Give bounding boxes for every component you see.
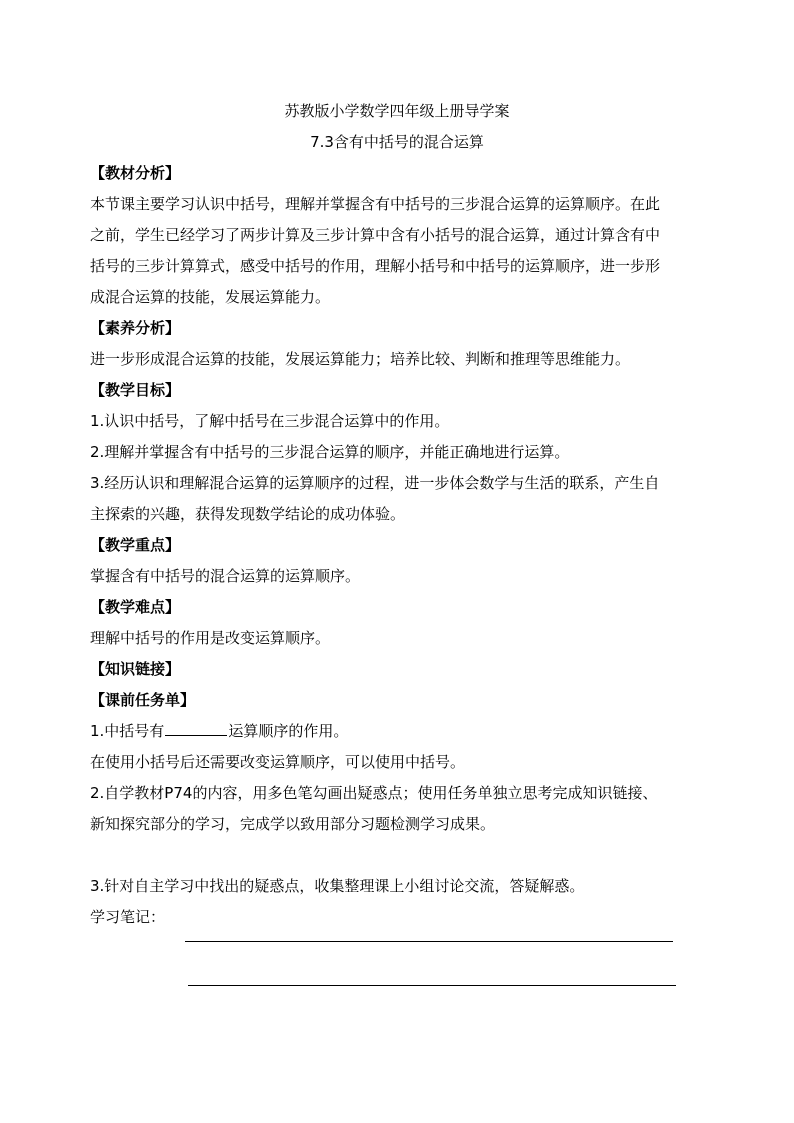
- heading-knowledge-links: 【知识链接】: [90, 660, 181, 678]
- goal-line: 主探索的兴趣，获得发现数学结论的成功体验。: [90, 505, 406, 523]
- goal-line: 3.经历认识和理解混合运算的运算顺序的过程，进一步体会数学与生活的联系，产生自: [90, 474, 660, 492]
- goal-line: 1.认识中括号，了解中括号在三步混合运算中的作用。: [90, 412, 450, 430]
- notes-writing-line[interactable]: [185, 941, 673, 942]
- heading-goals: 【教学目标】: [90, 381, 181, 399]
- literacy-line: 进一步形成混合运算的技能，发展运算能力；培养比较、判断和推理等思维能力。: [90, 350, 631, 368]
- task-1-prefix: 1.中括号有: [90, 722, 165, 740]
- analysis-line: 之前，学生已经学习了两步计算及三步计算中含有小括号的混合运算，通过计算含有中: [90, 226, 661, 244]
- goal-line: 2.理解并掌握含有中括号的三步混合运算的顺序，并能正确地进行运算。: [90, 443, 570, 461]
- analysis-line: 成混合运算的技能，发展运算能力。: [90, 288, 331, 306]
- task-2-line: 新知探究部分的学习，完成学以致用部分习题检测学习成果。: [90, 815, 496, 833]
- task-2-line: 2.自学教材P74的内容，用多色笔勾画出疑惑点；使用任务单独立思考完成知识链接、: [90, 784, 658, 802]
- task-1: [90, 721, 348, 741]
- notes-writing-line[interactable]: [188, 985, 676, 986]
- task-1-note: 在使用小括号后还需要改变运算顺序，可以使用中括号。: [90, 753, 466, 771]
- heading-literacy: 【素养分析】: [90, 319, 181, 337]
- heading-key-points: 【教学重点】: [90, 536, 181, 554]
- fill-in-blank[interactable]: [165, 721, 227, 736]
- heading-difficulties: 【教学难点】: [90, 598, 181, 616]
- difficulty-line: 理解中括号的作用是改变运算顺序。: [90, 629, 331, 647]
- notes-label: 学习笔记：: [90, 908, 166, 926]
- task-3: 3.针对自主学习中找出的疑惑点，收集整理课上小组讨论交流，答疑解惑。: [90, 877, 585, 895]
- key-point-line: 掌握含有中括号的混合运算的运算顺序。: [90, 567, 361, 585]
- task-1-suffix: 运算顺序的作用。: [228, 722, 349, 740]
- document-title: 苏教版小学数学四年级上册导学案: [284, 102, 510, 120]
- heading-analysis: 【教材分析】: [90, 164, 181, 182]
- heading-pre-class-tasks: 【课前任务单】: [90, 691, 196, 709]
- lesson-subtitle: 7.3含有中括号的混合运算: [310, 133, 484, 151]
- analysis-line: 括号的三步计算算式，感受中括号的作用，理解小括号和中括号的运算顺序，进一步形: [90, 257, 661, 275]
- analysis-line: 本节课主要学习认识中括号，理解并掌握含有中括号的三步混合运算的运算顺序。在此: [90, 195, 661, 213]
